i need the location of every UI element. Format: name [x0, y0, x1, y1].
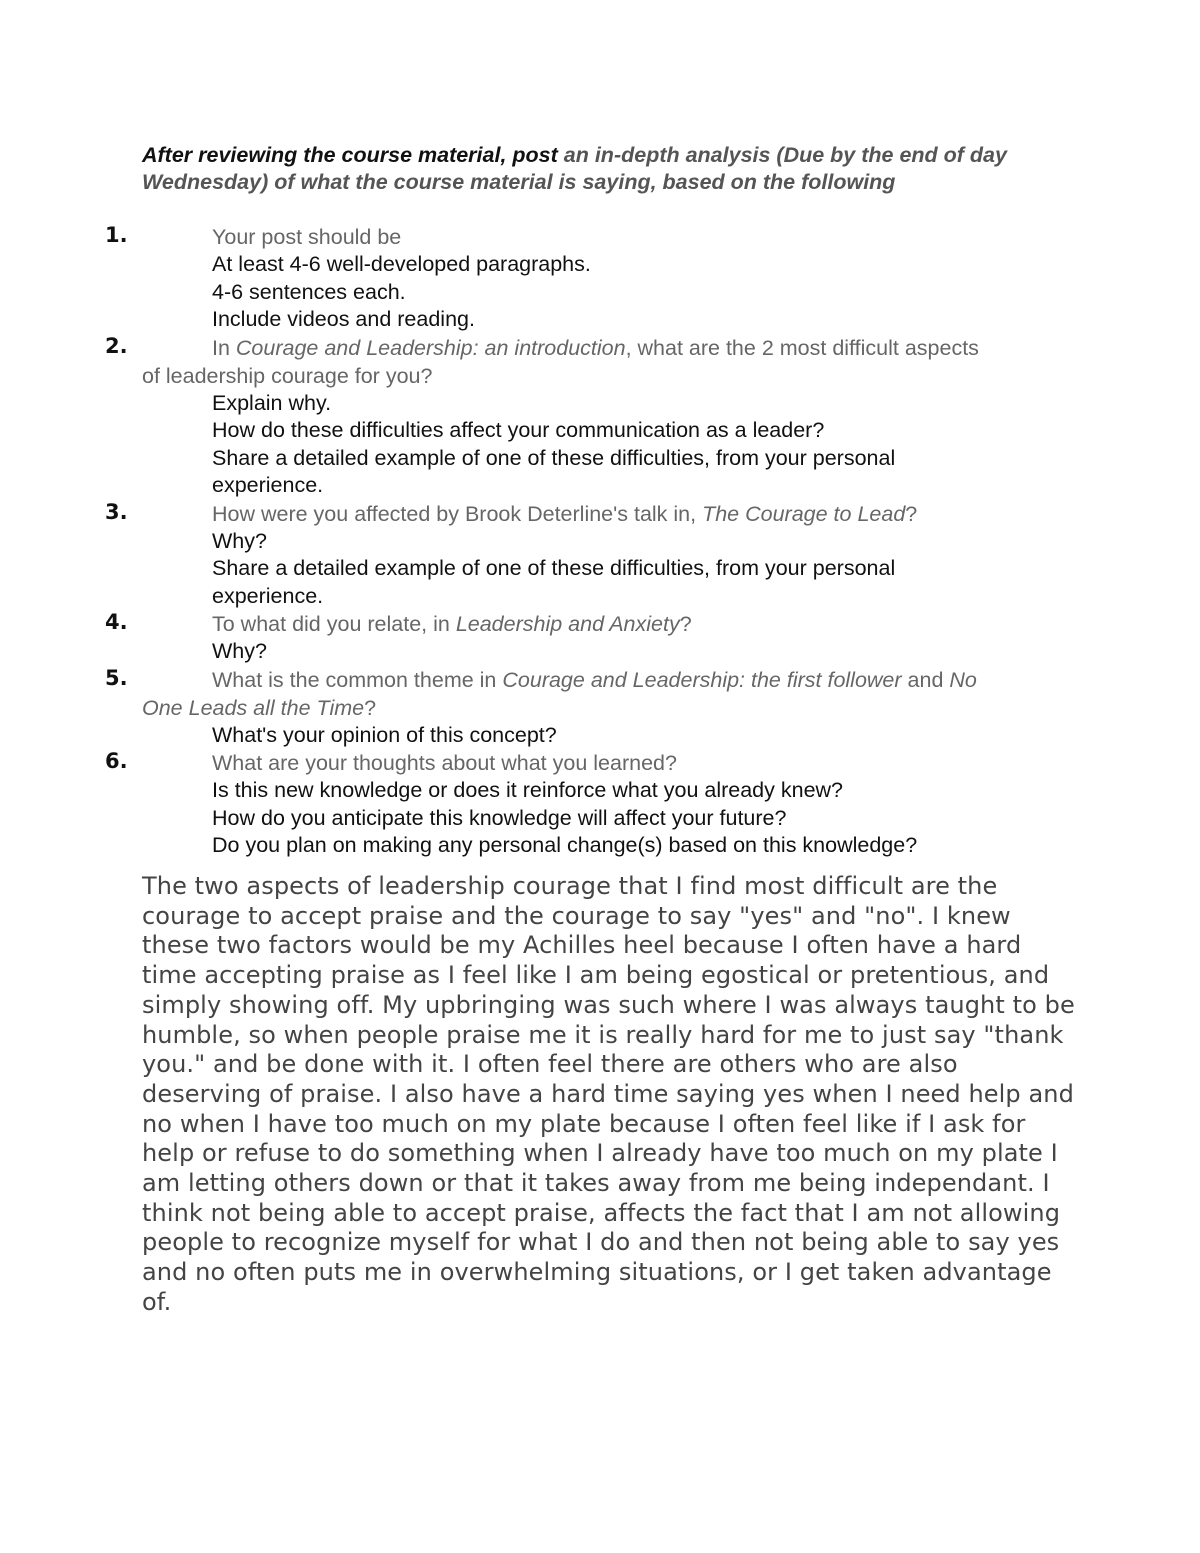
question-text: What are your thoughts about what you learned?: [212, 751, 677, 775]
question-5: [0, 666, 1200, 750]
sub-point: Is this new knowledge or does it reinforce what you already knew?: [212, 778, 844, 802]
video-title: Leadership and Anxiety: [455, 612, 680, 636]
video-title: No One Leads all the Time: [142, 667, 977, 720]
sub-point: Include videos and reading.: [212, 307, 475, 331]
question-text: [212, 610, 1200, 638]
question-text-part: How were you affected by Brook Deterline's talk in,: [212, 501, 703, 526]
question-number: 4.: [105, 610, 128, 634]
question-text-part: ?: [905, 501, 918, 526]
question-4: [0, 610, 1200, 666]
answer-paragraph: The two aspects of leadership courage that I find most difficult are the courage to accept praise and the courage to say "yes" and "no". I knew these two factors would be my Achilles heel because I often have a hard time accepting praise as I feel like I am being egostical or pretentious, and simply showing off. My upbringing was such where I was always taught to be humble, so when people praise me it is really hard for me to just say "thank you." and be done with it. I often feel there are others who are also deserving of praise. I also have a hard time saying yes when I need help and no when I have too much on my plate because I often feel like if I ask for help or refuse to do something when I already have too much on my plate I am letting others down or that it takes away from me being independant. I think not being able to accept praise, affects the fact that I am not allowing people to recognize myself for what I do and then not being able to say yes and no often puts me in overwhelming situations, or I get taken advantage of.: [142, 872, 1075, 1316]
sub-point: Why?: [212, 639, 267, 663]
question-text-part: ?: [679, 612, 692, 636]
question-number: 6.: [105, 749, 128, 773]
question-number: 3.: [105, 499, 128, 524]
question-text-part: In: [212, 335, 236, 360]
sub-point: Share a detailed example of one of these difficulties, from your personal experience.: [212, 556, 896, 608]
question-text: Your post should be: [212, 225, 402, 249]
sub-point: Share a detailed example of one of these difficulties, from your personal experience.: [212, 445, 896, 497]
video-title: Courage and Leadership: the first follower: [502, 667, 902, 692]
assignment-instructions: [142, 142, 1062, 196]
question-text: [142, 666, 1002, 722]
question-text-part: ?: [364, 695, 377, 720]
sub-point: Why?: [212, 528, 267, 553]
video-title: Courage and Leadership: an introduction: [235, 335, 626, 360]
video-title: The Courage to Lead: [702, 501, 906, 526]
sub-point: Explain why.: [212, 390, 332, 415]
sub-point: How do you anticipate this knowledge will affect your future?: [212, 805, 787, 830]
question-list: [0, 223, 1200, 860]
question-text-part: To what did you relate, in: [212, 612, 456, 636]
question-text-part: What is the common theme in: [212, 667, 503, 692]
question-text: [142, 334, 1002, 390]
question-text: [212, 500, 1200, 528]
question-3: [0, 500, 1200, 611]
instructions-rest: an in-depth analysis (Due by the end of day Wednesday) of what the course material is saying, based on the following: [142, 143, 1007, 194]
sub-point: What's your opinion of this concept?: [212, 722, 557, 747]
sub-point: At least 4-6 well-developed paragraphs.: [212, 252, 591, 276]
question-2: [0, 334, 1200, 500]
question-number: 5.: [105, 665, 128, 690]
question-number: 1.: [105, 223, 128, 247]
question-1: [0, 223, 1200, 334]
instructions-lead: After reviewing the course material, post: [142, 143, 558, 167]
sub-point: How do these difficulties affect your communication as a leader?: [212, 418, 825, 442]
question-6: [0, 749, 1200, 860]
question-text-part: , what are the 2 most difficult aspects of leadership courage for you?: [142, 335, 979, 388]
question-number: 2.: [105, 333, 128, 358]
sub-point: 4-6 sentences each.: [212, 279, 406, 304]
sub-point: Do you plan on making any personal change(s) based on this knowledge?: [212, 833, 918, 857]
question-text-part: and: [901, 667, 950, 692]
